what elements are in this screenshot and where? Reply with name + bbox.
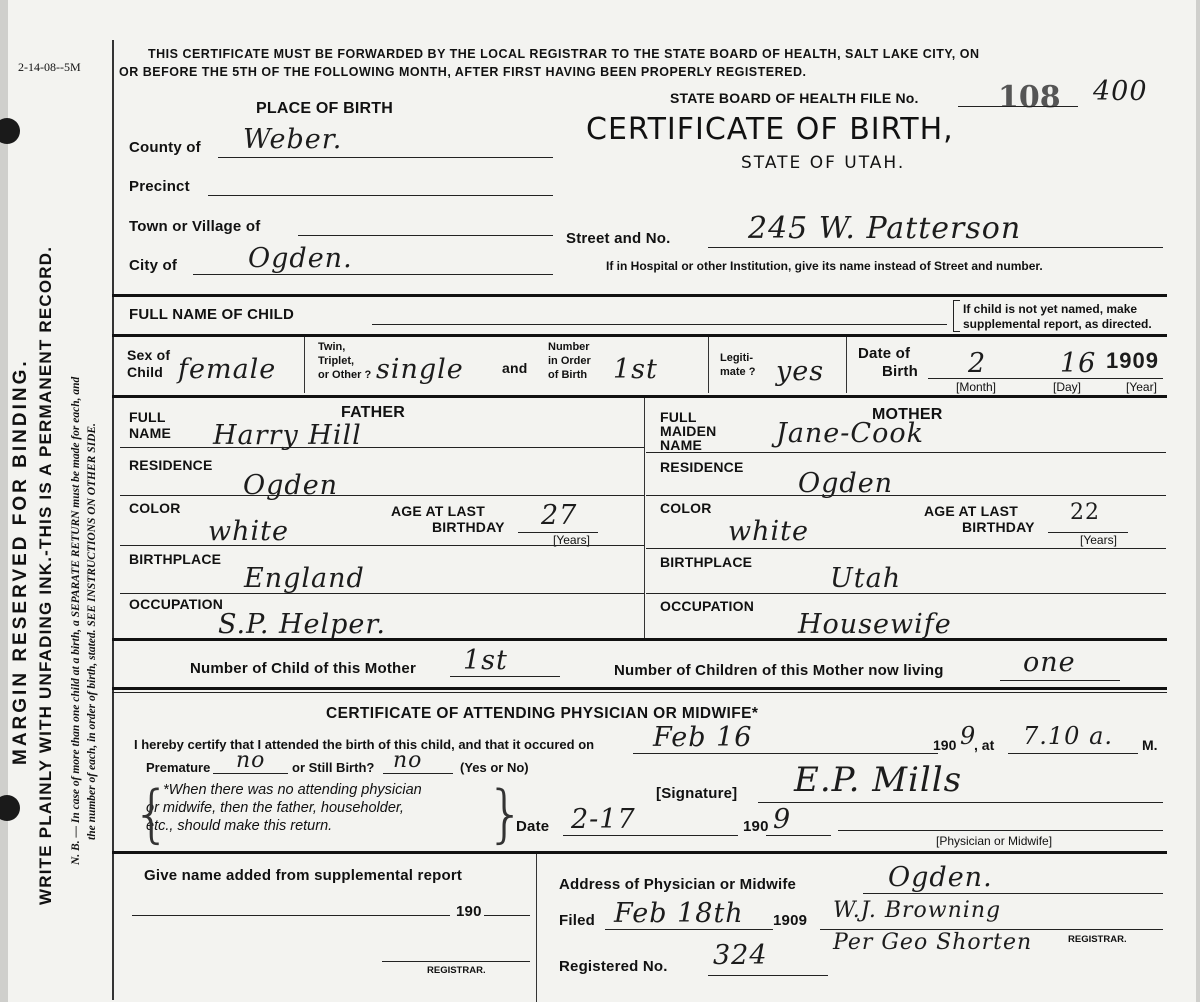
sign-date-label: Date [516,818,550,835]
and-label: and [502,360,528,376]
mother-age-label-2: BIRTHDAY [962,519,1035,535]
supplemental-registrar-label: REGISTRAR. [427,965,486,976]
order-value: 1st [613,354,658,385]
sign-year-value: 9 [773,804,792,835]
physician-heading: CERTIFICATE OF ATTENDING PHYSICIAN OR MIDWIFE* [326,705,759,722]
city-value: Ogden. [248,243,353,274]
mother-name-label-1: FULL [660,409,697,425]
county-value: Weber. [243,124,343,155]
punch-hole-top [0,118,20,144]
mother-residence-label: RESIDENCE [660,459,744,475]
physician-address-label: Address of Physician or Midwife [559,876,797,893]
mother-age-value: 22 [1070,500,1100,525]
signature-value: E.P. Mills [794,760,963,800]
dob-day: 16 [1060,348,1097,379]
nb-note-line-1: N. B. — In case of more than one child at a birth, a SEPARATE RETURN must be made for each, and [70,376,82,865]
parents-divider [644,398,645,638]
father-age-label-2: BIRTHDAY [432,519,505,535]
dob-year: 1909 [1106,348,1159,373]
supplemental-year-prefix: 190 [456,903,482,920]
county-label: County of [129,139,201,156]
father-residence-label: RESIDENCE [129,457,213,473]
stillbirth-value: no [393,748,423,773]
filed-value: Feb 18th [614,898,744,929]
mother-occupation-value: Housewife [798,609,952,640]
file-number-handwritten: 400 [1093,76,1148,107]
father-occupation-label: OCCUPATION [129,596,224,612]
mother-years-caption: [Years] [1080,533,1117,547]
mother-name-value: Jane-Cook [776,418,924,449]
order-label-3: of Birth [548,369,588,381]
per-signature: Per Geo Shorten [833,930,1033,955]
father-name-label-2: NAME [129,425,172,441]
no-physician-note-3: etc., should make this return. [146,818,333,834]
mother-residence-value: Ogden [798,468,894,499]
notice-line-1: THIS CERTIFICATE MUST BE FORWARDED BY THE LOCAL REGISTRAR TO THE STATE BOARD OF HEALTH, SALT LAKE CITY, ON [148,47,980,61]
filed-year: 1909 [773,912,808,929]
m-label: M. [1142,737,1158,753]
birth-date-value: Feb 16 [653,722,753,753]
sex-label-1: Sex of [127,347,171,363]
dob-label-2: Birth [882,363,918,380]
father-age-value: 27 [541,500,578,531]
not-named-note-2: supplemental report, as directed. [963,317,1152,331]
bottom-divider [536,854,537,1002]
form-code: 2-14-08--5M [18,60,81,74]
full-name-label: FULL NAME OF CHILD [129,306,294,323]
mother-name-label-2: MAIDEN [660,423,717,439]
margin-divider [112,40,114,1000]
stillbirth-label: or Still Birth? [292,760,375,775]
street-note: If in Hospital or other Institution, give its name instead of Street and number. [606,259,1043,273]
supplemental-label: Give name added from supplemental report [144,867,463,884]
father-name-value: Harry Hill [213,420,362,451]
twin-label-2: Triplet, [318,355,355,367]
father-age-label-1: AGE AT LAST [391,503,485,519]
street-label: Street and No. [566,230,671,247]
birth-year-value: 9 [960,722,977,750]
nb-note-line-2: the number of each, in order of birth, stated. SEE INSTRUCTIONS ON OTHER SIDE. [86,423,98,840]
father-occupation-value: S.P. Helper. [218,609,386,640]
no-physician-note-1: *When there was no attending physician [163,782,422,798]
city-label: City of [129,257,178,274]
father-name-label-1: FULL [129,409,166,425]
dob-month-caption: [Month] [956,380,997,394]
no-physician-note-2: or midwife, then the father, householder, [146,800,404,816]
file-number-label: STATE BOARD OF HEALTH FILE No. [670,90,919,106]
mother-birthplace-value: Utah [830,563,902,594]
certificate-subtitle: STATE OF UTAH. [741,153,906,173]
birth-time-value: 7.10 a. [1023,722,1114,750]
twin-label-1: Twin, [318,341,346,353]
mother-color-value: white [728,516,809,547]
yes-no-label: (Yes or No) [460,760,529,775]
sex-value: female [178,354,277,385]
dob-label-1: Date of [858,345,911,362]
registered-number-value: 324 [713,940,768,971]
notice-line-2: OR BEFORE THE 5TH OF THE FOLLOWING MONTH, AFTER FIRST HAVING BEEN PROPERLY REGISTERED. [119,65,807,79]
father-color-value: white [208,516,289,547]
living-children-value: one [1023,647,1076,678]
living-children-label: Number of Children of this Mother now living [614,662,944,679]
legit-value: yes [776,356,825,387]
father-birthplace-value: England [244,563,365,594]
signature-label: [Signature] [656,785,738,802]
sign-date-value: 2-17 [571,804,636,835]
at-label: , at [974,737,995,753]
mother-heading: MOTHER [872,406,943,423]
order-label-1: Number [548,341,590,353]
order-label-2: in Order [548,355,591,367]
file-number: 108 [998,80,1061,115]
mother-birthplace-label: BIRTHPLACE [660,554,753,570]
father-color-label: COLOR [129,500,181,516]
premature-value: no [236,748,266,773]
physician-caption: [Physician or Midwife] [936,834,1053,848]
father-residence-value: Ogden [243,470,339,501]
filing-registrar-label: REGISTRAR. [1068,934,1127,945]
child-number-label: Number of Child of this Mother [190,660,416,677]
physician-address-value: Ogden. [888,862,993,893]
not-named-note-1: If child is not yet named, make [963,302,1138,316]
legit-label-2: mate ? [720,366,756,378]
filed-label: Filed [559,912,596,929]
certificate-title: CERTIFICATE OF BIRTH, [586,112,954,147]
mother-color-label: COLOR [660,500,712,516]
punch-hole-bottom [0,795,20,821]
birth-year-prefix: 190 [933,737,957,753]
sex-label-2: Child [127,364,163,380]
father-years-caption: [Years] [553,533,590,547]
father-birthplace-label: BIRTHPLACE [129,551,222,567]
dob-month: 2 [968,348,987,379]
twin-label-3: or Other ? [318,369,372,381]
precinct-label: Precinct [129,178,190,195]
sign-year-prefix: 190 [743,818,769,835]
registered-number-label: Registered No. [559,958,668,975]
father-heading: FATHER [341,404,406,421]
certificate-paper: 2-14-08--5M MARGIN RESERVED FOR BINDING. WRITE PLAINLY WITH UNFADING INK.-THIS IS A PERMANENT RECORD. N. B. — In case of more than one child at a birth, a SEPARATE RETURN must be made for each, and the number of each, in order of birth, stated. SEE INSTRUCTIONS ON OTHER SIDE. THIS CERTIFICATE MUST BE FORWARDED BY THE LOCAL REGISTRAR TO THE STATE BOARD OF HEALTH, SALT LAKE CITY, ON OR BEFORE THE 5TH OF THE FOLLOWING MONTH, AFTER FIRST HAVING BEEN PROPERLY REGISTERED. STATE BOARD OF HEALTH FILE No. 108 400 PLACE OF BIRTH CERTIFICATE OF BIRTH, STATE OF UTAH. County of Weber. Precinct Town or Village of City of Ogden. Street and No. 245 W. Patterson If in Hospital or other Institution, give its name instead of Street and number. FULL NAME OF CHILD If child is not yet named, make supplemental report, as directed. Sex of Child female Twin, Triplet, or Other ? single and Number in Order of Birth 1st Legiti- mate ? yes Date of Birth 2 16 1909 [Month] [Day] [Year] FATHER MOTHER FULL NAME Harry Hill FULL MAIDEN NAME Jane-Cook RESIDENCE Ogden RESIDENCE Ogden COLOR white AGE AT LAST BIRTHDAY 27 [Years] COLOR white AGE AT LAST BIRTHDAY 22 [Years] BIRTHPLACE England BIRTHPLACE Utah OCCUPATION S.P. Helper. OCCUPATION Housewife Number of Child of this Mother 1st Number of Children of this Mother now living one CERTIFICATE OF ATTENDING PHYSICIAN OR MIDWIFE* I hereby certify that I attended the birth of this child, and that it occured on Feb 16 190 9 , at 7.10 a. M. Premature no or Still Birth? no (Yes or No) *When there was no attending physician or midwife, then the father, householder, etc., should make this return. { } [Signature] E.P. Mills Date 2-17 190 9 [Physician or Midwife] Give name added from supplemental report 190 REGISTRAR. Address of Physician or Midwife Ogden. Filed Feb 18th 1909 W.J. Browning REGISTRAR. Per Geo Shorten Registered No. 324 [8,0,1196,1002]
dob-year-caption: [Year] [1126,380,1157,394]
permanent-record-text: WRITE PLAINLY WITH UNFADING INK.-THIS IS A PERMANENT RECORD. [36,245,55,905]
certify-text: I hereby certify that I attended the birth of this child, and that it occured on [134,737,595,752]
mother-occupation-label: OCCUPATION [660,598,755,614]
place-of-birth-heading: PLACE OF BIRTH [256,100,394,117]
premature-label: Premature [146,760,211,775]
street-value: 245 W. Patterson [748,211,1022,246]
dob-day-caption: [Day] [1053,380,1082,394]
margin-reserved-text: MARGIN RESERVED FOR BINDING. [10,358,31,765]
legit-label-1: Legiti- [720,352,753,364]
mother-age-label-1: AGE AT LAST [924,503,1018,519]
town-label: Town or Village of [129,218,261,235]
registrar-signature: W.J. Browning [833,898,1002,923]
mother-name-label-3: NAME [660,437,703,453]
child-number-value: 1st [463,645,508,676]
twin-value: single [376,354,464,385]
